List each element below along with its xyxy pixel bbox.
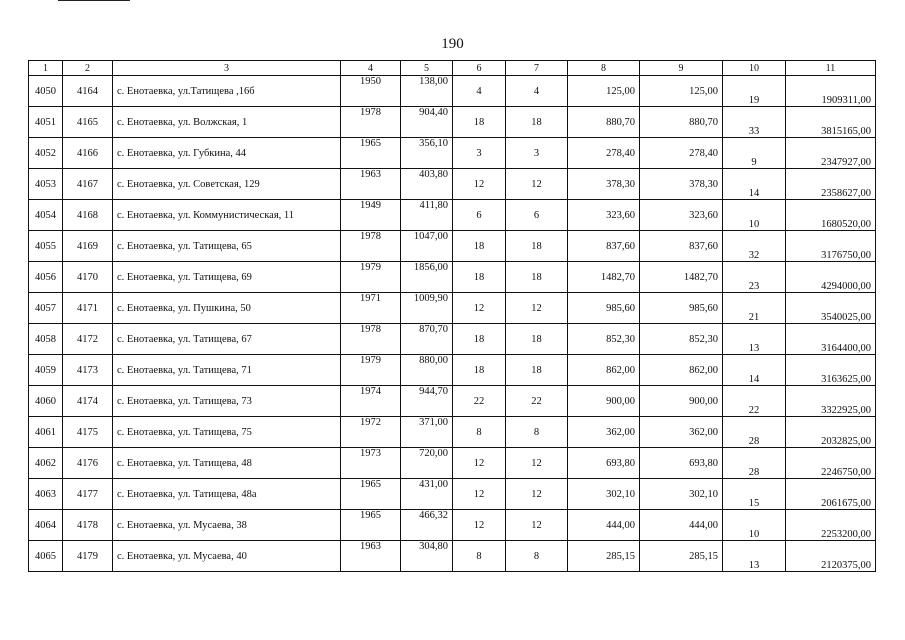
cell-total-area: 138,00 [401,76,453,107]
cell-value-10: 15 [723,479,786,510]
cell-value-8: 278,40 [568,138,640,169]
cell-value-6: 12 [453,448,506,479]
cell-value-10: 23 [723,262,786,293]
cell-year-built: 1978 [341,324,401,355]
cell-value-6: 12 [453,479,506,510]
cell-address: с. Енотаевка, ул. Татищева, 65 [113,231,341,262]
cell-cost: 2253200,00 [786,510,876,541]
cell-value-6: 3 [453,138,506,169]
cell-object-id: 4169 [63,231,113,262]
cell-value-8: 880,70 [568,107,640,138]
cell-value-10: 13 [723,324,786,355]
cell-year-built: 1965 [341,510,401,541]
cell-value-7: 22 [506,386,568,417]
cell-total-area: 356,10 [401,138,453,169]
cell-object-id: 4179 [63,541,113,572]
cell-address: с. Енотаевка, ул. Татищева, 48 [113,448,341,479]
table-row [29,107,876,138]
cell-value-6: 6 [453,200,506,231]
cell-cost: 3163625,00 [786,355,876,386]
cell-year-built: 1963 [341,541,401,572]
cell-cost: 3815165,00 [786,107,876,138]
cell-cost: 1680520,00 [786,200,876,231]
cell-value-7: 18 [506,231,568,262]
column-header-2: 2 [63,61,113,76]
cell-object-id: 4164 [63,76,113,107]
cell-value-7: 18 [506,262,568,293]
cell-value-10: 14 [723,169,786,200]
column-header-8: 8 [568,61,640,76]
cell-total-area: 870,70 [401,324,453,355]
cell-value-9: 302,10 [640,479,723,510]
cell-record-number: 4053 [29,169,63,200]
top-rule [58,0,130,1]
cell-value-7: 8 [506,541,568,572]
cell-object-id: 4168 [63,200,113,231]
cell-value-7: 12 [506,293,568,324]
cell-value-8: 323,60 [568,200,640,231]
cell-value-7: 18 [506,355,568,386]
cell-year-built: 1973 [341,448,401,479]
cell-value-8: 985,60 [568,293,640,324]
cell-value-7: 12 [506,169,568,200]
header-row [29,61,876,76]
cell-year-built: 1971 [341,293,401,324]
cell-object-id: 4176 [63,448,113,479]
cell-cost: 2246750,00 [786,448,876,479]
cell-record-number: 4057 [29,293,63,324]
cell-value-8: 362,00 [568,417,640,448]
cell-total-area: 944,70 [401,386,453,417]
table-body [29,76,876,572]
cell-cost: 2120375,00 [786,541,876,572]
table-row [29,138,876,169]
column-header-10: 10 [723,61,786,76]
cell-record-number: 4063 [29,479,63,510]
page-number: 190 [441,36,464,52]
cell-value-9: 880,70 [640,107,723,138]
cell-object-id: 4170 [63,262,113,293]
table-row [29,200,876,231]
cell-value-8: 444,00 [568,510,640,541]
cell-object-id: 4177 [63,479,113,510]
cell-value-6: 18 [453,262,506,293]
cell-value-9: 285,15 [640,541,723,572]
cell-object-id: 4171 [63,293,113,324]
cell-total-area: 720,00 [401,448,453,479]
table-row [29,76,876,107]
cell-value-8: 302,10 [568,479,640,510]
cell-value-10: 14 [723,355,786,386]
cell-record-number: 4054 [29,200,63,231]
cell-object-id: 4174 [63,386,113,417]
cell-record-number: 4061 [29,417,63,448]
cell-cost: 3322925,00 [786,386,876,417]
cell-total-area: 403,80 [401,169,453,200]
cell-value-7: 8 [506,417,568,448]
column-header-9: 9 [640,61,723,76]
cell-address: с. Енотаевка, ул. Татищева, 73 [113,386,341,417]
cell-value-6: 8 [453,417,506,448]
cell-year-built: 1979 [341,355,401,386]
cell-cost: 4294000,00 [786,262,876,293]
cell-value-8: 837,60 [568,231,640,262]
cell-value-7: 3 [506,138,568,169]
cell-cost: 2032825,00 [786,417,876,448]
column-header-3: 3 [113,61,341,76]
cell-value-9: 362,00 [640,417,723,448]
cell-value-7: 18 [506,107,568,138]
cell-address: с. Енотаевка, ул. Пушкина, 50 [113,293,341,324]
cell-record-number: 4055 [29,231,63,262]
cell-address: с. Енотаевка, ул. Татищева, 48а [113,479,341,510]
cell-value-10: 9 [723,138,786,169]
table-row [29,417,876,448]
cell-value-10: 13 [723,541,786,572]
cell-record-number: 4051 [29,107,63,138]
cell-address: с. Енотаевка, ул. Мусаева, 40 [113,541,341,572]
cell-value-6: 12 [453,293,506,324]
cell-record-number: 4050 [29,76,63,107]
cell-value-7: 6 [506,200,568,231]
cell-value-10: 28 [723,417,786,448]
cell-value-9: 900,00 [640,386,723,417]
cell-value-6: 18 [453,324,506,355]
column-header-5: 5 [401,61,453,76]
cell-value-9: 278,40 [640,138,723,169]
cell-value-9: 125,00 [640,76,723,107]
cell-value-7: 4 [506,76,568,107]
cell-object-id: 4172 [63,324,113,355]
cell-address: с. Енотаевка, ул. Мусаева, 38 [113,510,341,541]
cell-address: с. Енотаевка, ул.Татищева ,16б [113,76,341,107]
cell-value-8: 852,30 [568,324,640,355]
cell-object-id: 4166 [63,138,113,169]
cell-cost: 2347927,00 [786,138,876,169]
cell-value-9: 444,00 [640,510,723,541]
cell-object-id: 4175 [63,417,113,448]
cell-cost: 3176750,00 [786,231,876,262]
housing-registry-table [28,60,876,572]
table-row [29,386,876,417]
cell-address: с. Енотаевка, ул. Советская, 129 [113,169,341,200]
cell-value-7: 18 [506,324,568,355]
cell-address: с. Енотаевка, ул. Волжская, 1 [113,107,341,138]
cell-total-area: 304,80 [401,541,453,572]
cell-value-10: 10 [723,200,786,231]
cell-value-10: 33 [723,107,786,138]
cell-value-8: 125,00 [568,76,640,107]
cell-year-built: 1979 [341,262,401,293]
cell-value-6: 8 [453,541,506,572]
cell-value-8: 900,00 [568,386,640,417]
cell-address: с. Енотаевка, ул. Губкина, 44 [113,138,341,169]
cell-year-built: 1949 [341,200,401,231]
cell-value-7: 12 [506,448,568,479]
cell-address: с. Енотаевка, ул. Татищева, 75 [113,417,341,448]
cell-year-built: 1978 [341,231,401,262]
cell-value-10: 28 [723,448,786,479]
cell-value-8: 693,80 [568,448,640,479]
cell-object-id: 4178 [63,510,113,541]
cell-value-8: 378,30 [568,169,640,200]
cell-cost: 3540025,00 [786,293,876,324]
column-header-4: 4 [341,61,401,76]
table-row [29,355,876,386]
cell-value-6: 22 [453,386,506,417]
cell-object-id: 4165 [63,107,113,138]
cell-cost: 1909311,00 [786,76,876,107]
cell-record-number: 4065 [29,541,63,572]
cell-value-6: 18 [453,355,506,386]
cell-record-number: 4064 [29,510,63,541]
cell-year-built: 1965 [341,138,401,169]
cell-value-9: 852,30 [640,324,723,355]
cell-value-9: 985,60 [640,293,723,324]
cell-record-number: 4056 [29,262,63,293]
cell-record-number: 4052 [29,138,63,169]
cell-value-9: 862,00 [640,355,723,386]
cell-record-number: 4059 [29,355,63,386]
cell-value-6: 4 [453,76,506,107]
cell-total-area: 371,00 [401,417,453,448]
cell-value-10: 10 [723,510,786,541]
cell-record-number: 4060 [29,386,63,417]
table-row [29,510,876,541]
cell-address: с. Енотаевка, ул. Татищева, 67 [113,324,341,355]
table-row [29,231,876,262]
cell-value-8: 862,00 [568,355,640,386]
table-row [29,262,876,293]
cell-value-6: 18 [453,231,506,262]
table-row [29,293,876,324]
column-header-7: 7 [506,61,568,76]
cell-address: с. Енотаевка, ул. Татищева, 69 [113,262,341,293]
cell-value-9: 323,60 [640,200,723,231]
cell-value-8: 285,15 [568,541,640,572]
table-row [29,479,876,510]
cell-total-area: 411,80 [401,200,453,231]
cell-value-7: 12 [506,510,568,541]
cell-year-built: 1974 [341,386,401,417]
column-header-1: 1 [29,61,63,76]
cell-value-9: 1482,70 [640,262,723,293]
cell-cost: 2061675,00 [786,479,876,510]
cell-value-6: 18 [453,107,506,138]
cell-year-built: 1950 [341,76,401,107]
cell-year-built: 1965 [341,479,401,510]
cell-cost: 2358627,00 [786,169,876,200]
cell-value-10: 32 [723,231,786,262]
column-header-6: 6 [453,61,506,76]
column-header-11: 11 [786,61,876,76]
cell-total-area: 904,40 [401,107,453,138]
cell-value-9: 693,80 [640,448,723,479]
table-row [29,448,876,479]
cell-year-built: 1978 [341,107,401,138]
table-row [29,324,876,355]
cell-value-9: 837,60 [640,231,723,262]
table-row [29,169,876,200]
cell-total-area: 1856,00 [401,262,453,293]
cell-address: с. Енотаевка, ул. Татищева, 71 [113,355,341,386]
cell-total-area: 466,32 [401,510,453,541]
cell-value-6: 12 [453,510,506,541]
cell-total-area: 1047,00 [401,231,453,262]
cell-year-built: 1963 [341,169,401,200]
cell-value-7: 12 [506,479,568,510]
cell-total-area: 880,00 [401,355,453,386]
cell-total-area: 1009,90 [401,293,453,324]
cell-cost: 3164400,00 [786,324,876,355]
cell-object-id: 4173 [63,355,113,386]
cell-value-6: 12 [453,169,506,200]
cell-value-10: 19 [723,76,786,107]
cell-value-8: 1482,70 [568,262,640,293]
cell-value-10: 21 [723,293,786,324]
cell-record-number: 4062 [29,448,63,479]
cell-value-10: 22 [723,386,786,417]
cell-address: с. Енотаевка, ул. Коммунистическая, 11 [113,200,341,231]
cell-object-id: 4167 [63,169,113,200]
cell-value-9: 378,30 [640,169,723,200]
table-row [29,541,876,572]
cell-year-built: 1972 [341,417,401,448]
cell-record-number: 4058 [29,324,63,355]
cell-total-area: 431,00 [401,479,453,510]
